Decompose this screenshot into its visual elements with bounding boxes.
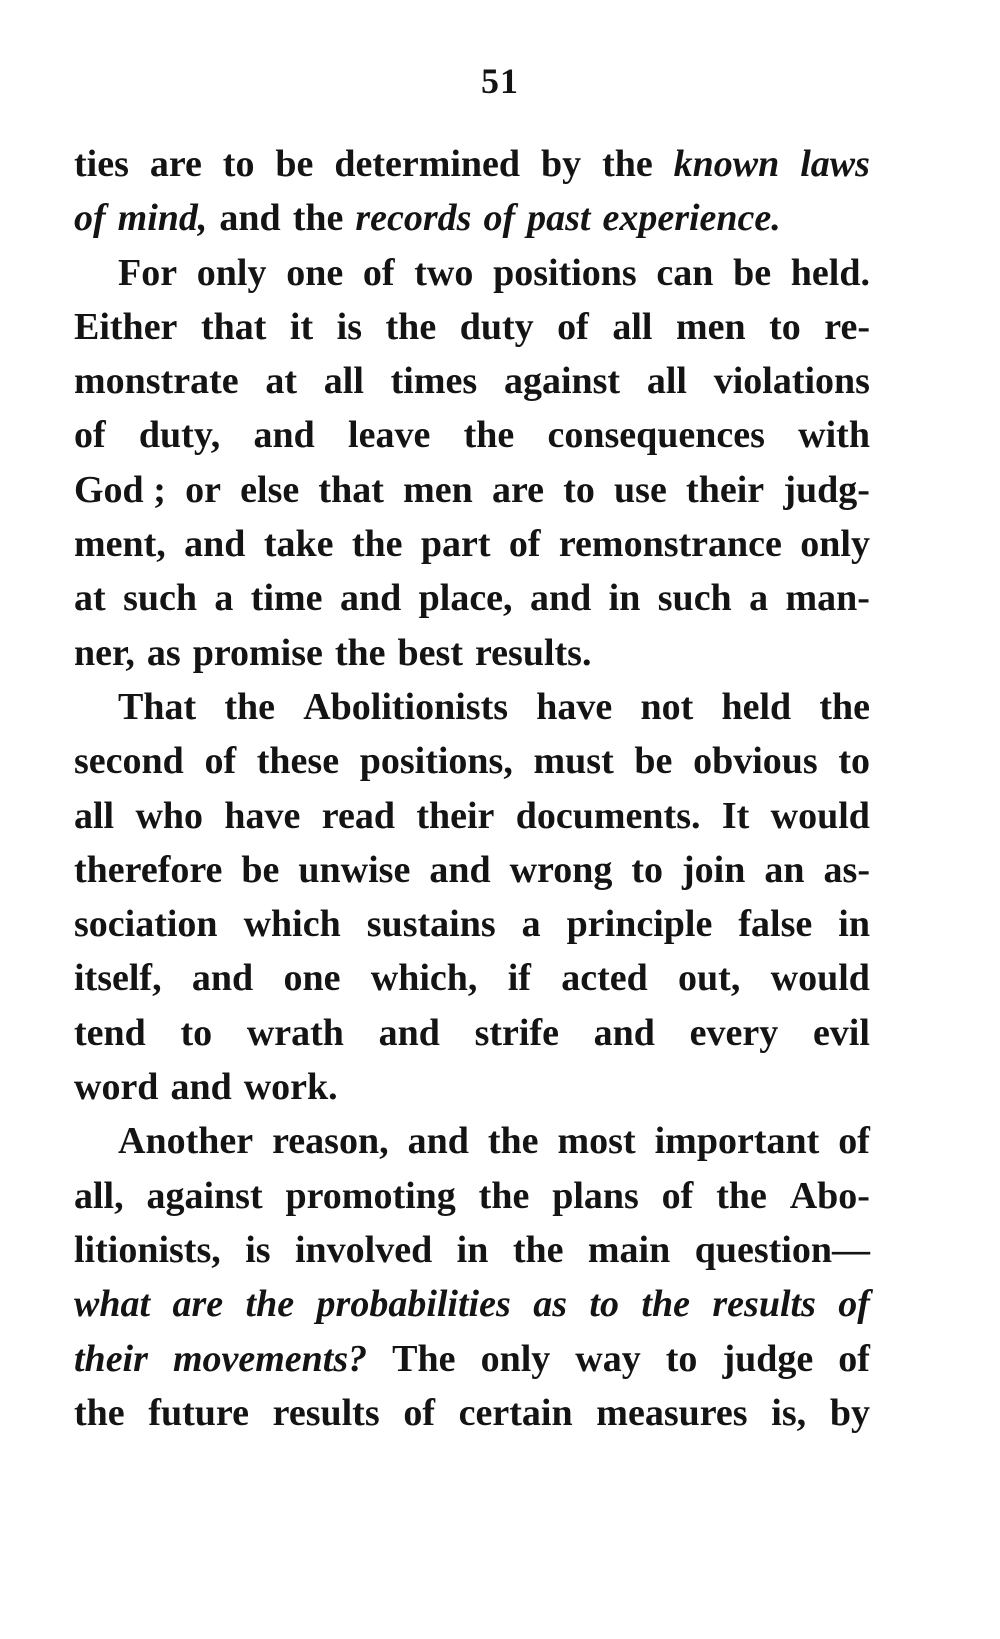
word: the bbox=[351, 523, 403, 566]
word: is bbox=[336, 305, 363, 348]
word: to bbox=[665, 1337, 698, 1380]
word: place, bbox=[418, 577, 513, 620]
word: such bbox=[657, 577, 732, 620]
word: and bbox=[191, 957, 254, 1000]
word: the bbox=[602, 143, 653, 185]
text-line bbox=[74, 631, 870, 685]
word: as bbox=[146, 631, 181, 674]
text-line bbox=[74, 251, 870, 305]
word: God ; bbox=[74, 468, 166, 511]
word: obvious bbox=[693, 740, 818, 783]
word: main bbox=[587, 1228, 671, 1271]
word: to bbox=[589, 1283, 619, 1326]
word: monstrate bbox=[74, 360, 239, 403]
word: is bbox=[245, 1228, 271, 1271]
word: two bbox=[414, 251, 474, 294]
word: judg- bbox=[783, 468, 870, 511]
word: take bbox=[263, 523, 334, 566]
word: of bbox=[483, 197, 516, 240]
text-line bbox=[74, 522, 870, 576]
word: re- bbox=[824, 305, 870, 348]
word: at bbox=[74, 577, 106, 620]
word: men bbox=[675, 305, 746, 348]
word: who bbox=[135, 794, 204, 837]
word: a bbox=[749, 577, 769, 620]
word: or bbox=[185, 468, 221, 511]
word: of bbox=[74, 197, 106, 240]
word: only bbox=[480, 1337, 551, 1380]
word: it bbox=[289, 305, 314, 348]
word: strife bbox=[474, 1011, 559, 1054]
text-line bbox=[74, 848, 870, 902]
word: results bbox=[712, 1283, 816, 1326]
word: promoting bbox=[285, 1174, 456, 1217]
word: and bbox=[529, 577, 592, 620]
word: and bbox=[407, 1120, 469, 1163]
word: read bbox=[321, 794, 395, 837]
word: which, bbox=[370, 957, 478, 1000]
word: results. bbox=[474, 631, 592, 674]
word: the bbox=[224, 685, 275, 728]
word: one bbox=[283, 957, 341, 1000]
word: the bbox=[74, 1391, 125, 1434]
word: of bbox=[508, 523, 541, 566]
word: all, bbox=[74, 1174, 124, 1217]
word: and bbox=[170, 1066, 232, 1109]
word: duty bbox=[459, 305, 534, 348]
word: the bbox=[819, 685, 870, 728]
word: question— bbox=[694, 1228, 870, 1271]
word: that bbox=[318, 468, 384, 511]
word: in bbox=[608, 577, 641, 620]
word: second bbox=[74, 740, 184, 783]
word: of bbox=[204, 740, 237, 783]
word: all bbox=[612, 305, 653, 348]
word: positions, bbox=[359, 740, 513, 783]
text-line bbox=[74, 902, 870, 956]
word: the bbox=[487, 1120, 539, 1163]
word: Abo- bbox=[789, 1174, 870, 1217]
word: of bbox=[362, 251, 395, 294]
body-text bbox=[74, 142, 870, 1445]
word: of bbox=[838, 1337, 870, 1380]
word: at bbox=[265, 360, 298, 403]
word: against bbox=[503, 360, 621, 403]
word: be bbox=[733, 251, 772, 294]
word: the bbox=[512, 1228, 564, 1271]
text-line bbox=[74, 1174, 870, 1228]
text-line bbox=[74, 794, 870, 848]
word: to bbox=[838, 740, 870, 783]
word: judge bbox=[722, 1337, 814, 1380]
word: the bbox=[641, 1283, 690, 1326]
word: a bbox=[521, 903, 541, 946]
word: the bbox=[716, 1174, 767, 1217]
text-line bbox=[74, 468, 870, 522]
text-line bbox=[74, 1011, 870, 1065]
word: duty, bbox=[138, 414, 221, 457]
word: wrong bbox=[509, 848, 613, 891]
word: therefore bbox=[74, 848, 223, 891]
text-line bbox=[74, 142, 870, 196]
word: is, bbox=[771, 1391, 807, 1434]
word: tend bbox=[74, 1011, 146, 1054]
word: must bbox=[533, 740, 614, 783]
word: experience. bbox=[602, 197, 781, 240]
word: would bbox=[770, 957, 870, 1000]
word: have bbox=[536, 685, 613, 728]
word: to bbox=[222, 143, 255, 185]
word: their bbox=[416, 794, 495, 837]
word: be bbox=[634, 740, 673, 783]
word: ment, bbox=[74, 523, 166, 566]
word: and bbox=[378, 1011, 440, 1054]
word: if bbox=[507, 957, 531, 1000]
text-line bbox=[74, 305, 870, 359]
word: The bbox=[392, 1337, 456, 1380]
word: of bbox=[403, 1391, 435, 1434]
word: which bbox=[243, 903, 341, 946]
word: ner, bbox=[74, 631, 135, 674]
word: the bbox=[385, 305, 437, 348]
page-number: 51 bbox=[481, 61, 519, 101]
word: consequences bbox=[547, 414, 765, 457]
word: most bbox=[557, 1120, 636, 1163]
word: part bbox=[420, 523, 491, 566]
word: involved bbox=[294, 1228, 433, 1271]
word: way bbox=[575, 1337, 641, 1380]
word: in bbox=[838, 903, 870, 946]
word: best bbox=[397, 631, 463, 674]
text-line bbox=[74, 1065, 870, 1119]
word: be bbox=[241, 848, 280, 891]
word: such bbox=[123, 577, 197, 620]
word: that bbox=[200, 305, 267, 348]
word: and bbox=[593, 1011, 655, 1054]
text-line bbox=[74, 196, 870, 250]
word: time bbox=[250, 577, 323, 620]
word: can bbox=[656, 251, 714, 294]
word: to bbox=[631, 848, 664, 891]
word: and bbox=[184, 523, 246, 566]
word: known bbox=[673, 143, 780, 185]
word: litionists, bbox=[74, 1228, 221, 1271]
word: out, bbox=[678, 957, 741, 1000]
word: For bbox=[118, 251, 178, 294]
word: in bbox=[456, 1228, 489, 1271]
word: important bbox=[654, 1120, 820, 1163]
word: plans bbox=[552, 1174, 639, 1217]
word: only bbox=[196, 251, 267, 294]
word: certain bbox=[458, 1391, 573, 1434]
word: promise bbox=[192, 631, 323, 674]
word: of bbox=[557, 305, 589, 348]
word: as bbox=[533, 1283, 567, 1326]
word: of bbox=[838, 1120, 870, 1163]
word: itself, bbox=[74, 957, 162, 1000]
word: not bbox=[640, 685, 694, 728]
text-line bbox=[74, 576, 870, 630]
word: and bbox=[429, 848, 491, 891]
word: ties bbox=[74, 143, 129, 185]
word: evil bbox=[812, 1011, 870, 1054]
word: against bbox=[146, 1174, 263, 1217]
word: principle bbox=[566, 903, 713, 946]
word: the bbox=[478, 1174, 530, 1217]
word: every bbox=[689, 1011, 779, 1054]
word: of bbox=[661, 1174, 694, 1217]
text-line bbox=[74, 413, 870, 467]
word: have bbox=[224, 794, 301, 837]
word: only bbox=[800, 523, 870, 566]
word: of bbox=[838, 1283, 870, 1326]
word: work. bbox=[243, 1066, 338, 1109]
word: false bbox=[738, 903, 813, 946]
word: sustains bbox=[366, 903, 496, 946]
text-line bbox=[74, 739, 870, 793]
word: their bbox=[686, 468, 765, 511]
word: join bbox=[682, 848, 746, 891]
word: these bbox=[256, 740, 340, 783]
word: the bbox=[334, 631, 386, 674]
word: with bbox=[798, 414, 870, 457]
word: remonstrance bbox=[558, 523, 782, 566]
word: to bbox=[769, 305, 801, 348]
word: It bbox=[721, 794, 750, 837]
word: all bbox=[74, 794, 115, 837]
word: a bbox=[214, 577, 234, 620]
word: man- bbox=[785, 577, 870, 620]
word: held bbox=[721, 685, 792, 728]
word: documents. bbox=[515, 794, 701, 837]
word: would bbox=[770, 794, 870, 837]
word: positions bbox=[493, 251, 637, 294]
word: Abolitionists bbox=[303, 685, 509, 728]
text-line bbox=[74, 685, 870, 739]
word: word bbox=[74, 1066, 159, 1109]
word: determined bbox=[334, 143, 521, 185]
word: Either bbox=[74, 305, 178, 348]
text-line bbox=[74, 956, 870, 1010]
word: held. bbox=[790, 251, 870, 294]
word: wrath bbox=[246, 1011, 344, 1054]
text-line bbox=[74, 359, 870, 413]
text-line bbox=[74, 1282, 870, 1336]
word: are bbox=[491, 468, 544, 511]
word: movements? bbox=[172, 1337, 368, 1380]
word: by bbox=[829, 1391, 870, 1434]
word: use bbox=[614, 468, 667, 511]
text-line bbox=[74, 1119, 870, 1173]
word: records bbox=[355, 197, 472, 240]
word: men bbox=[403, 468, 473, 511]
word: what bbox=[74, 1283, 151, 1326]
word: are bbox=[149, 143, 202, 185]
word: the bbox=[245, 1283, 295, 1326]
word: their bbox=[74, 1337, 148, 1380]
word: to bbox=[563, 468, 595, 511]
word: acted bbox=[561, 957, 648, 1000]
word: future bbox=[148, 1391, 249, 1434]
word: sociation bbox=[74, 903, 218, 946]
word: Another bbox=[118, 1120, 254, 1163]
word: unwise bbox=[298, 848, 411, 891]
word: as- bbox=[823, 848, 870, 891]
word: reason, bbox=[272, 1120, 389, 1163]
text-line bbox=[74, 1337, 870, 1391]
word: all bbox=[646, 360, 687, 403]
word: else bbox=[240, 468, 300, 511]
word: one bbox=[286, 251, 344, 294]
word: probabilities bbox=[316, 1283, 511, 1326]
word: of bbox=[74, 414, 106, 457]
word: violations bbox=[713, 360, 870, 403]
word: to bbox=[180, 1011, 213, 1054]
word: be bbox=[275, 143, 314, 185]
word: the bbox=[463, 414, 515, 457]
word: are bbox=[172, 1283, 224, 1326]
word: mind, bbox=[117, 197, 208, 240]
word: by bbox=[541, 143, 582, 185]
word: and bbox=[253, 414, 315, 457]
word: measures bbox=[596, 1391, 748, 1434]
word: results bbox=[272, 1391, 380, 1434]
word: the bbox=[292, 197, 344, 240]
word: all bbox=[323, 360, 364, 403]
word: an bbox=[764, 848, 805, 891]
word: and bbox=[339, 577, 402, 620]
word: times bbox=[390, 360, 478, 403]
word: and bbox=[219, 197, 281, 240]
text-line bbox=[74, 1391, 870, 1445]
word: laws bbox=[800, 143, 870, 185]
word: That bbox=[118, 685, 197, 728]
text-line bbox=[74, 1228, 870, 1282]
word: leave bbox=[348, 414, 431, 457]
word: past bbox=[527, 197, 591, 240]
